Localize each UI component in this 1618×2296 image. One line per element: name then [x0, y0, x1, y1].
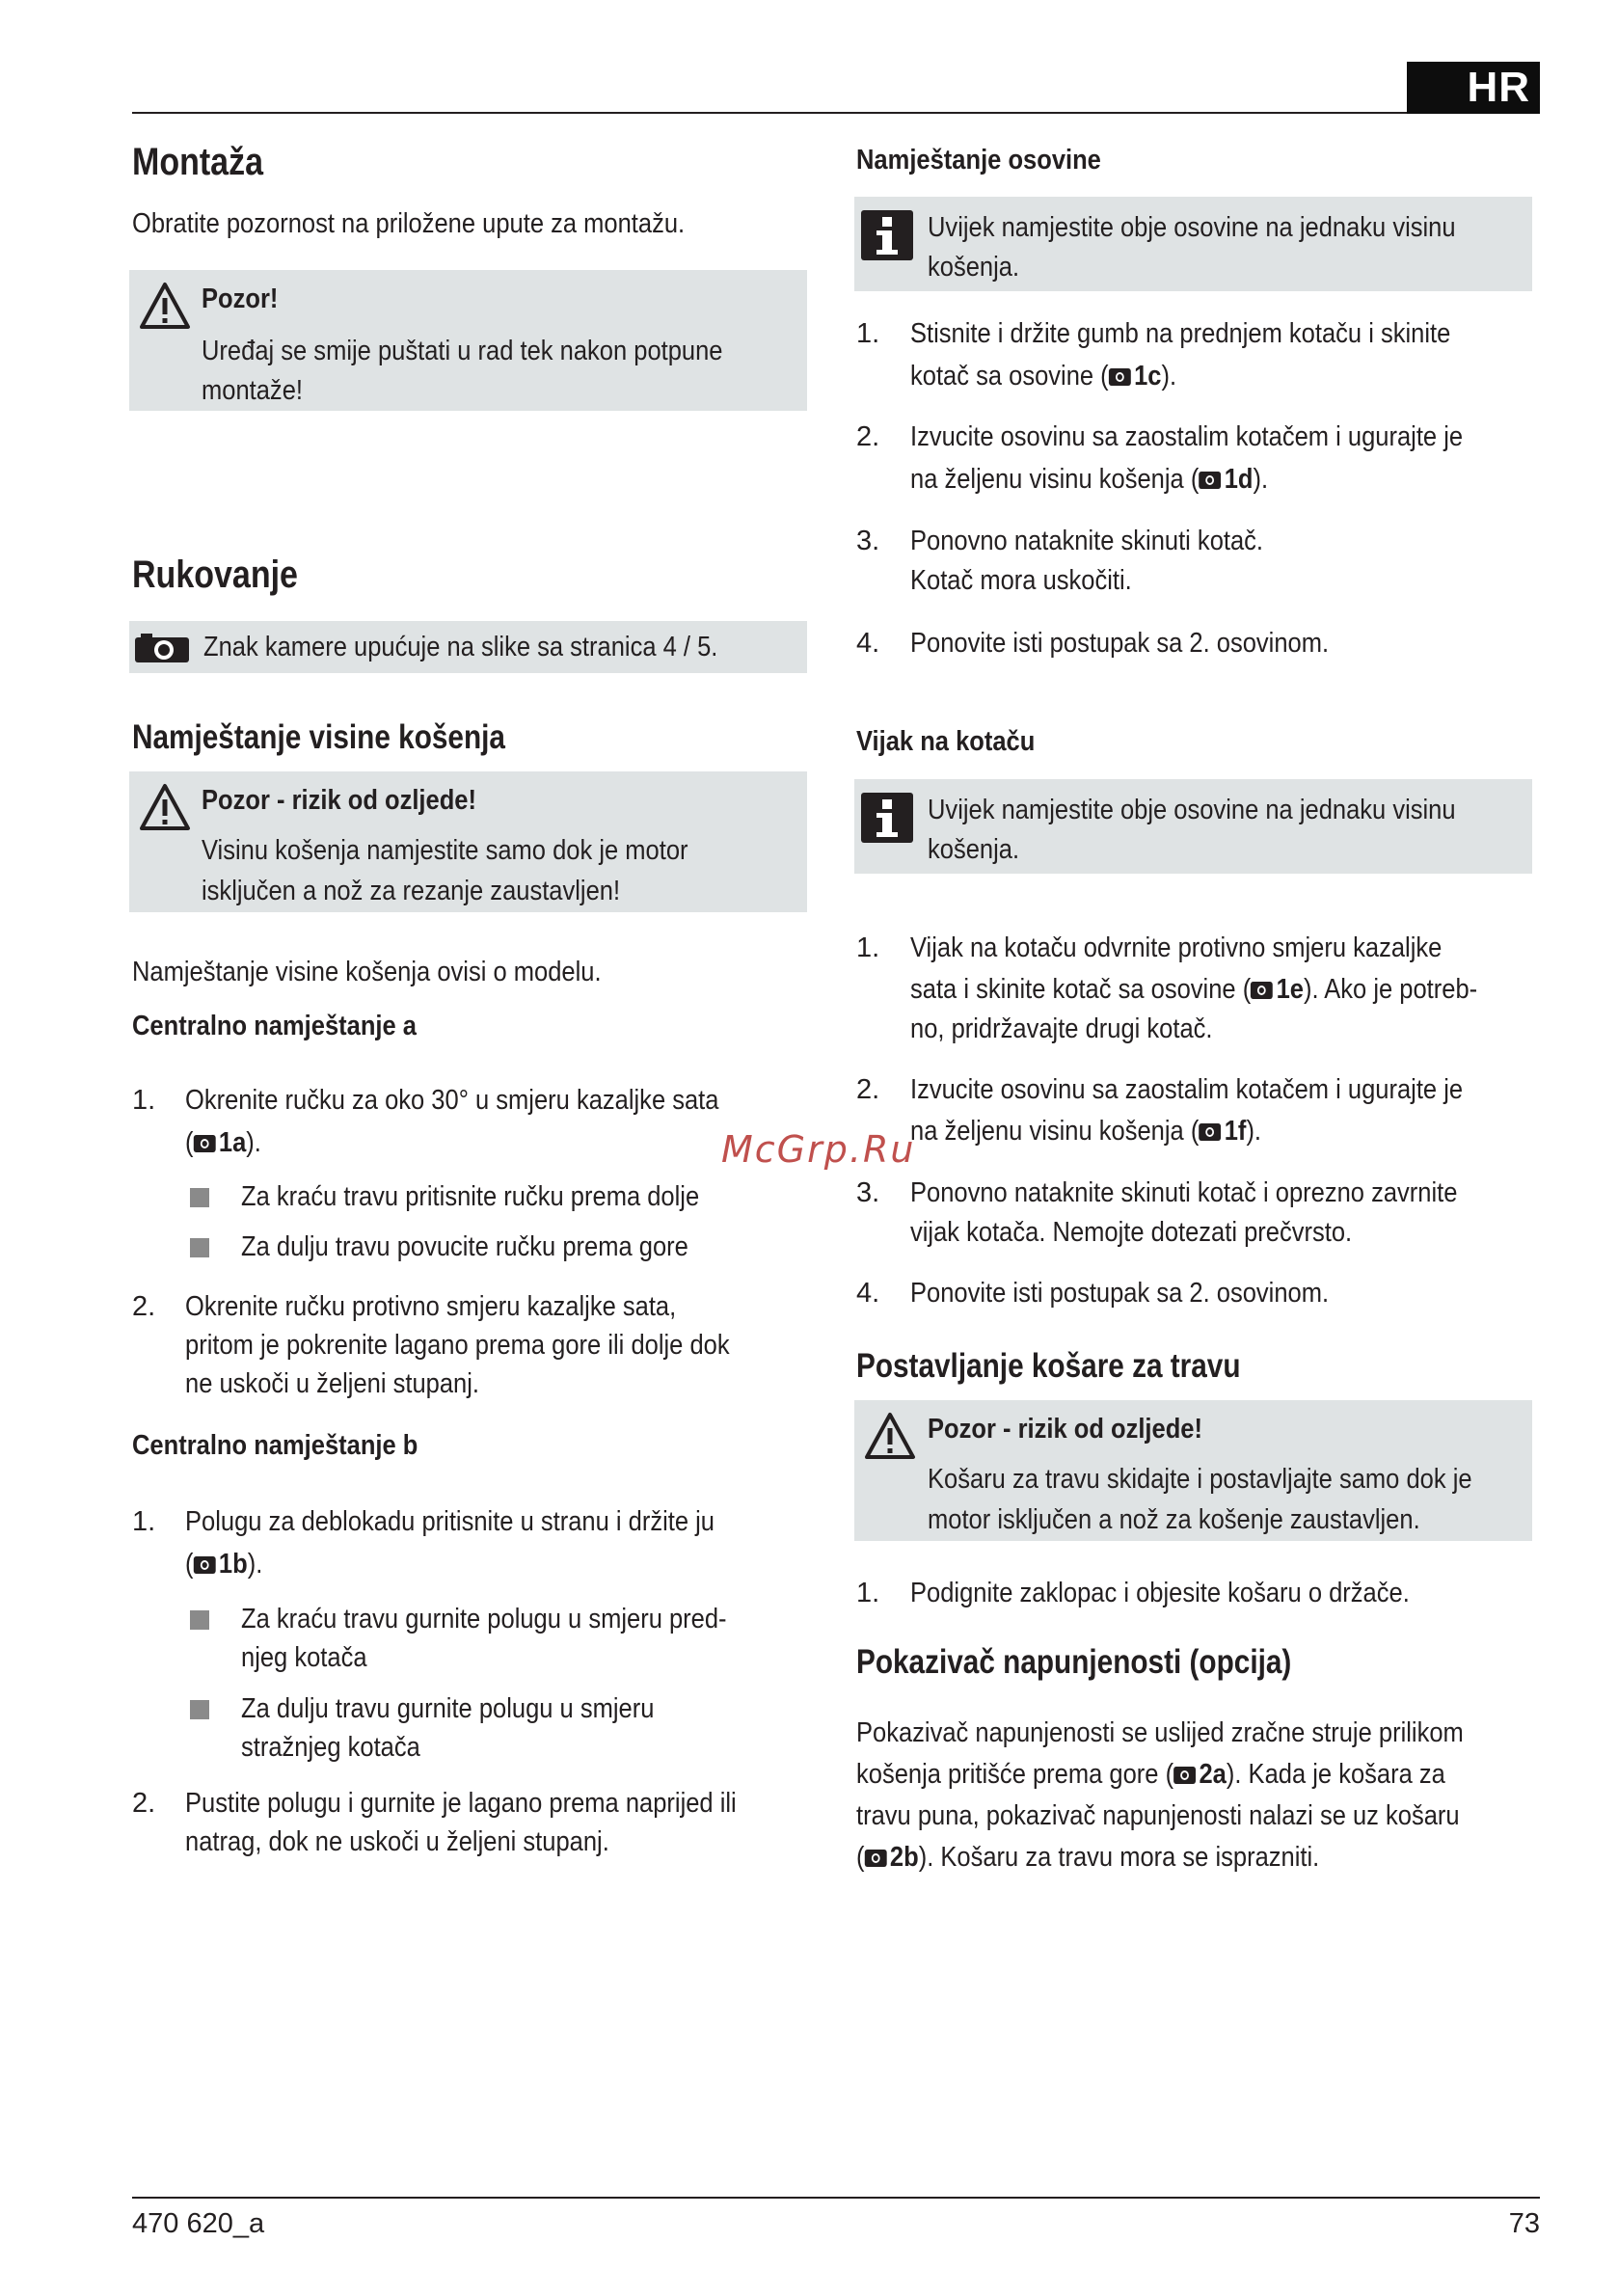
- list-number: 1.: [856, 1578, 880, 1608]
- list-item-text: Ponovite isti postupak sa 2. osovinom.: [910, 1278, 1330, 1309]
- list-number: 1.: [856, 318, 880, 349]
- document-code: 470 620_a: [132, 2208, 265, 2239]
- warning-title: Pozor - rizik od ozljede!: [928, 1414, 1202, 1445]
- warning-text-line: Visinu košenja namjestite samo dok je motor: [202, 835, 688, 866]
- list-item-text: no, pridržavajte drugi kotač.: [910, 1013, 1213, 1044]
- info-text-line: Uvijek namjestite obje osovine na jednaku visinu: [928, 212, 1456, 243]
- list-number: 1.: [856, 932, 880, 963]
- list-item-text: Okrenite ručku za oko 30° u smjeru kazaljke sata: [185, 1085, 719, 1116]
- list-item-text: Okrenite ručku protivno smjeru kazaljke sata,: [185, 1291, 677, 1322]
- language-tab: HR: [1407, 62, 1540, 114]
- paragraph-line: Pokazivač napunjenosti se uslijed zračne struje prilikom: [856, 1717, 1464, 1748]
- info-text-line: košenja.: [928, 252, 1020, 283]
- bullet-text: stražnjeg kotača: [241, 1732, 420, 1763]
- list-number: 2.: [132, 1291, 156, 1322]
- list-item-text: Podignite zaklopac i objesite košaru o držače.: [910, 1578, 1410, 1608]
- list-item-text: sata i skinite kotač sa osovine ( 1e). Ako je potreb-: [910, 974, 1478, 1005]
- warning-icon: [139, 282, 191, 330]
- list-item-text: na željenu visinu košenja ( 1f).: [910, 1116, 1262, 1147]
- section-title-kosara: Postavljanje košare za travu: [856, 1347, 1241, 1385]
- list-item-text: natrag, dok ne uskoči u željeni stupanj.: [185, 1826, 609, 1857]
- list-item-text: Ponovno nataknite skinuti kotač i oprezno zavrnite: [910, 1177, 1458, 1208]
- warning-icon: [139, 783, 191, 831]
- list-number: 2.: [856, 1074, 880, 1105]
- figure-reference: ( 1b).: [185, 1549, 263, 1580]
- list-number: 1.: [132, 1506, 156, 1537]
- section-title-pokazivac: Pokazivač napunjenosti (opcija): [856, 1643, 1292, 1681]
- list-item-text: Kotač mora uskočiti.: [910, 565, 1132, 596]
- warning-text-line: Uređaj se smije puštati u rad tek nakon potpune: [202, 336, 723, 366]
- section-title-visina: Namještanje visine košenja: [132, 718, 505, 756]
- bullet-text: Za dulju travu gurnite polugu u smjeru: [241, 1693, 655, 1724]
- warning-text-line: montaže!: [202, 375, 303, 406]
- bullet-text: Za kraću travu gurnite polugu u smjeru pred-: [241, 1604, 727, 1634]
- list-item-text: pritom je pokrenite lagano prema gore ili dolje dok: [185, 1330, 730, 1361]
- list-item-text: Polugu za deblokadu pritisnite u stranu i držite ju: [185, 1506, 715, 1537]
- section-title-rukovanje: Rukovanje: [132, 554, 298, 596]
- warning-text-line: motor isključen a nož za košenje zaustavljen.: [928, 1504, 1420, 1535]
- list-item-text: Izvucite osovinu sa zaostalim kotačem i ugurajte je: [910, 1074, 1464, 1105]
- camera-icon: [1109, 368, 1131, 386]
- warning-icon: [864, 1412, 916, 1460]
- info-icon: [861, 793, 913, 843]
- visina-text: Namještanje visine košenja ovisi o modelu.: [132, 957, 602, 987]
- list-item-text: Ponovite isti postupak sa 2. osovinom.: [910, 628, 1330, 659]
- warning-text-line: Košaru za travu skidajte i postavljajte samo dok je: [928, 1464, 1472, 1495]
- camera-icon: [133, 632, 191, 664]
- list-number: 2.: [856, 421, 880, 452]
- camera-icon: [1199, 1123, 1221, 1141]
- list-number: 2.: [132, 1788, 156, 1819]
- list-number: 3.: [856, 526, 880, 556]
- info-text-line: Uvijek namjestite obje osovine na jednaku visinu: [928, 795, 1456, 825]
- list-number: 1.: [132, 1085, 156, 1116]
- camera-icon: [1199, 472, 1221, 489]
- info-text-line: košenja.: [928, 834, 1020, 865]
- list-number: 3.: [856, 1177, 880, 1208]
- camera-icon: [1251, 982, 1273, 999]
- info-icon: [861, 210, 913, 260]
- camera-icon: [865, 1850, 887, 1867]
- subsection-title-central-a: Centralno namještanje a: [132, 1011, 417, 1041]
- montaza-text: Obratite pozornost na priložene upute za montažu.: [132, 208, 686, 239]
- bullet-text: Za kraću travu pritisnite ručku prema dolje: [241, 1181, 700, 1212]
- camera-note-text: Znak kamere upućuje na slike sa stranica 4 / 5.: [203, 632, 718, 662]
- watermark: McGrp.Ru: [721, 1128, 916, 1171]
- bullet-text: Za dulju travu povucite ručku prema gore: [241, 1231, 688, 1262]
- list-number: 4.: [856, 1278, 880, 1309]
- list-number: 4.: [856, 628, 880, 659]
- section-title-montaza: Montaža: [132, 141, 263, 183]
- subsection-title-vijak: Vijak na kotaču: [856, 726, 1036, 757]
- bullet-square: [190, 1610, 209, 1630]
- footer-rule: [132, 2197, 1540, 2199]
- bullet-square: [190, 1700, 209, 1719]
- subsection-title-osovine: Namještanje osovine: [856, 145, 1101, 176]
- warning-text-line: isključen a nož za rezanje zaustavljen!: [202, 876, 621, 906]
- list-item-text: Stisnite i držite gumb na prednjem kotaču i skinite: [910, 318, 1451, 349]
- figure-reference: ( 1a).: [185, 1127, 261, 1158]
- list-item-text: ne uskoči u željeni stupanj.: [185, 1368, 480, 1399]
- list-item-text: Vijak na kotaču odvrnite protivno smjeru kazaljke: [910, 932, 1443, 963]
- page-number: 73: [1508, 2208, 1540, 2239]
- subsection-title-central-b: Centralno namještanje b: [132, 1430, 418, 1461]
- warning-title: Pozor - rizik od ozljede!: [202, 785, 476, 816]
- warning-title: Pozor!: [202, 284, 279, 314]
- bullet-square: [190, 1238, 209, 1257]
- list-item-text: Ponovno nataknite skinuti kotač.: [910, 526, 1264, 556]
- bullet-text: njeg kotača: [241, 1642, 367, 1673]
- header-rule: [132, 112, 1540, 114]
- camera-icon: [194, 1556, 216, 1574]
- list-item-text: kotač sa osovine ( 1c).: [910, 361, 1177, 392]
- list-item-text: vijak kotača. Nemojte dotezati prečvrsto.: [910, 1217, 1353, 1248]
- bullet-square: [190, 1188, 209, 1207]
- paragraph-line: ( 2b). Košaru za travu mora se isprazniti.: [856, 1842, 1320, 1873]
- list-item-text: Pustite polugu i gurnite je lagano prema naprijed ili: [185, 1788, 737, 1819]
- list-item-text: Izvucite osovinu sa zaostalim kotačem i ugurajte je: [910, 421, 1464, 452]
- camera-icon: [194, 1135, 216, 1152]
- camera-icon: [1173, 1767, 1196, 1784]
- paragraph-line: košenja pritišće prema gore ( 2a). Kada je košara za: [856, 1759, 1445, 1790]
- paragraph-line: travu puna, pokazivač napunjenosti nalazi se uz košaru: [856, 1800, 1460, 1831]
- list-item-text: na željenu visinu košenja ( 1d).: [910, 464, 1269, 495]
